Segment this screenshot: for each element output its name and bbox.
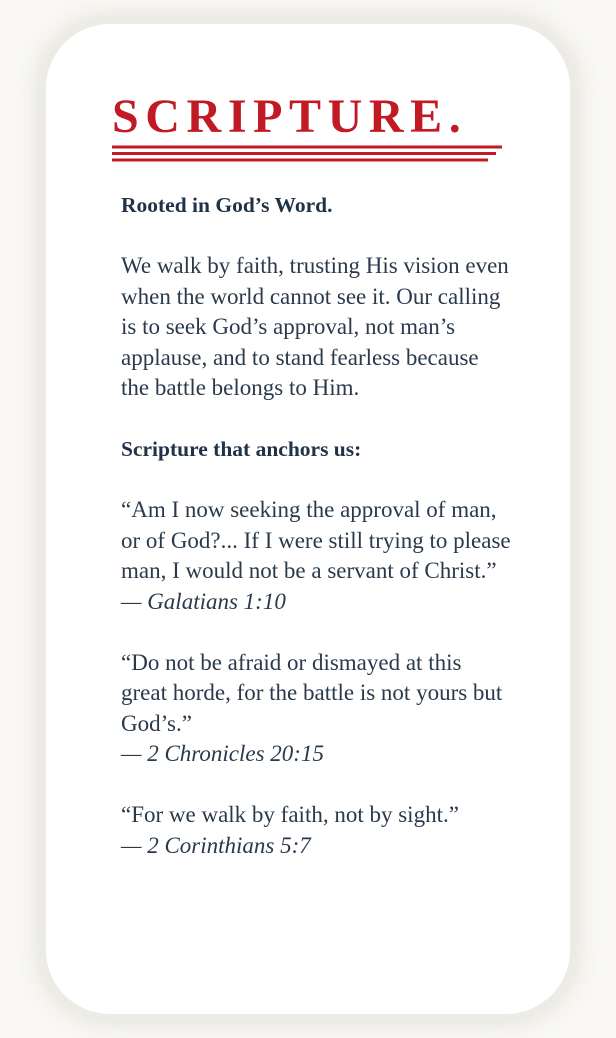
verse-text: “Do not be afraid or dismayed at this great horde, for the battle is not yours but God’s.” xyxy=(121,649,503,736)
section-heading: Rooted in God’s Word. xyxy=(121,193,333,217)
scripture-card xyxy=(88,76,552,976)
verse-quote xyxy=(121,648,511,770)
intro-paragraph: We walk by faith, trusting His vision even when the world cannot see it. Our calling is to seek God’s approval, not man’s applause, and to stand fearless because the battle belongs to Him. xyxy=(121,253,509,400)
verse-quote xyxy=(121,800,511,861)
verse-text: “Am I now seeking the approval of man, or of God?... If I were still trying to please man, I would not be a servant of Christ.” xyxy=(121,497,511,583)
page-title: SCRIPTURE. xyxy=(112,90,468,143)
verse-reference: — Galatians 1:10 xyxy=(121,588,286,614)
title-underline-rules xyxy=(112,145,502,163)
verse-quote xyxy=(121,495,511,617)
verse-reference: — 2 Chronicles 20:15 xyxy=(121,741,324,766)
verse-text: “For we walk by faith, not by sight.” xyxy=(121,802,459,827)
verse-reference: — 2 Corinthians 5:7 xyxy=(121,832,311,858)
content-body xyxy=(121,190,511,861)
anchors-heading: Scripture that anchors us: xyxy=(121,437,362,461)
